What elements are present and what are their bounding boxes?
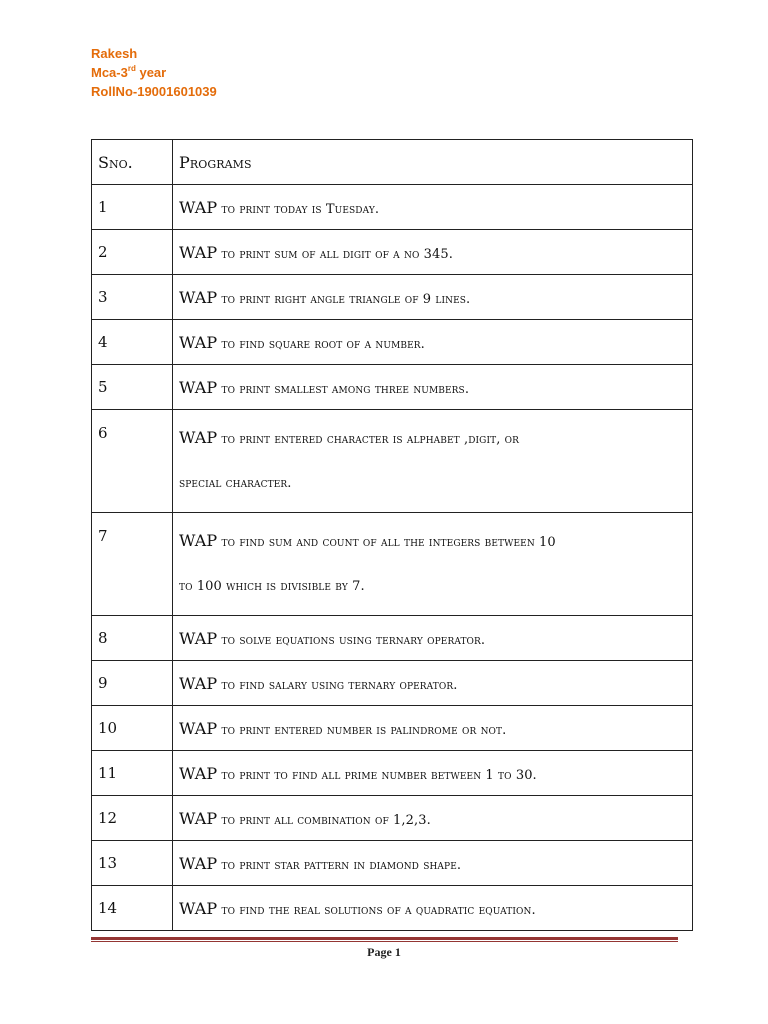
- roll-number: RollNo-19001601039: [91, 84, 217, 99]
- row-program: [173, 410, 693, 513]
- page-number: Page 1: [367, 945, 401, 959]
- row-program: [173, 320, 693, 365]
- row-program: [173, 230, 693, 275]
- table-row: [92, 796, 693, 841]
- row-sno: 11: [92, 751, 173, 796]
- row-program: [173, 751, 693, 796]
- program-text: to find salary using ternary operator.: [217, 677, 458, 693]
- table-row: [92, 751, 693, 796]
- row-program: [173, 841, 693, 886]
- program-text: to print sum of all digit of a no 345.: [217, 246, 454, 262]
- table-row: [92, 886, 693, 931]
- row-program: [173, 661, 693, 706]
- program-text-continued: to 100 which is divisible by 7.: [179, 579, 365, 594]
- table-header-row: [92, 140, 693, 185]
- wap-label: WAP: [179, 531, 218, 550]
- student-name: Rakesh: [91, 46, 138, 61]
- program-text: to find the real solutions of a quadratic equation.: [217, 902, 536, 918]
- program-text: to print entered number is palindrome or not.: [217, 722, 507, 738]
- row-sno: 7: [92, 513, 173, 616]
- table-row: [92, 706, 693, 751]
- program-text: to print entered character is alphabet ,digit, or: [217, 432, 520, 447]
- row-sno: 14: [92, 886, 173, 931]
- program-text: to print all combination of 1,2,3.: [217, 812, 431, 828]
- wap-label: WAP: [179, 332, 218, 352]
- row-program: [173, 706, 693, 751]
- program-text: to print today is Tuesday.: [217, 201, 380, 217]
- row-sno: 6: [92, 410, 173, 513]
- row-program: [173, 616, 693, 661]
- programs-table: [91, 139, 693, 931]
- row-sno: 5: [92, 365, 173, 410]
- program-text: to print smallest among three numbers.: [217, 381, 470, 397]
- program-text: to solve equations using ternary operator.: [217, 632, 486, 648]
- row-sno: 4: [92, 320, 173, 365]
- document-header: [91, 44, 217, 101]
- table-row: [92, 616, 693, 661]
- row-program: [173, 185, 693, 230]
- row-sno: 2: [92, 230, 173, 275]
- wap-label: WAP: [179, 898, 218, 918]
- row-sno: 12: [92, 796, 173, 841]
- wap-label: WAP: [179, 853, 218, 873]
- table-row: [92, 320, 693, 365]
- program-text: to print star pattern in diamond shape.: [217, 857, 462, 873]
- wap-label: WAP: [179, 808, 218, 828]
- wap-label: WAP: [179, 673, 218, 693]
- header-programs: Programs: [173, 140, 693, 185]
- course-suffix: year: [135, 65, 167, 80]
- wap-label: WAP: [179, 763, 218, 783]
- wap-label: WAP: [179, 628, 218, 648]
- footer-divider-thin: [91, 941, 678, 942]
- row-sno: 3: [92, 275, 173, 320]
- wap-label: WAP: [179, 718, 218, 738]
- row-sno: 9: [92, 661, 173, 706]
- row-program: [173, 275, 693, 320]
- row-sno: 1: [92, 185, 173, 230]
- course-superscript: rd: [127, 63, 136, 73]
- table-row: [92, 661, 693, 706]
- course-prefix: Mca-3: [91, 65, 128, 80]
- table-row: [92, 185, 693, 230]
- wap-label: WAP: [179, 197, 218, 217]
- row-program: [173, 796, 693, 841]
- row-program: [173, 886, 693, 931]
- table-row: [92, 365, 693, 410]
- row-program: [173, 513, 693, 616]
- row-program: [173, 365, 693, 410]
- course-year: [91, 63, 217, 82]
- table-row: [92, 513, 693, 616]
- program-text: to print right angle triangle of 9 lines.: [217, 291, 471, 307]
- program-text: to find square root of a number.: [217, 336, 425, 352]
- table-row: [92, 275, 693, 320]
- wap-label: WAP: [179, 377, 218, 397]
- header-sno: Sno.: [92, 140, 173, 185]
- wap-label: WAP: [179, 242, 218, 262]
- row-sno: 8: [92, 616, 173, 661]
- program-text: to find sum and count of all the integers between 10: [217, 535, 556, 550]
- wap-label: WAP: [179, 428, 218, 447]
- program-text: to print to find all prime number between 1 to 30.: [217, 767, 537, 783]
- wap-label: WAP: [179, 287, 218, 307]
- table-row: [92, 841, 693, 886]
- footer-divider-thick: [91, 937, 678, 940]
- program-text-continued: special character.: [179, 476, 292, 491]
- row-sno: 13: [92, 841, 173, 886]
- row-sno: 10: [92, 706, 173, 751]
- table-row: [92, 230, 693, 275]
- table-row: [92, 410, 693, 513]
